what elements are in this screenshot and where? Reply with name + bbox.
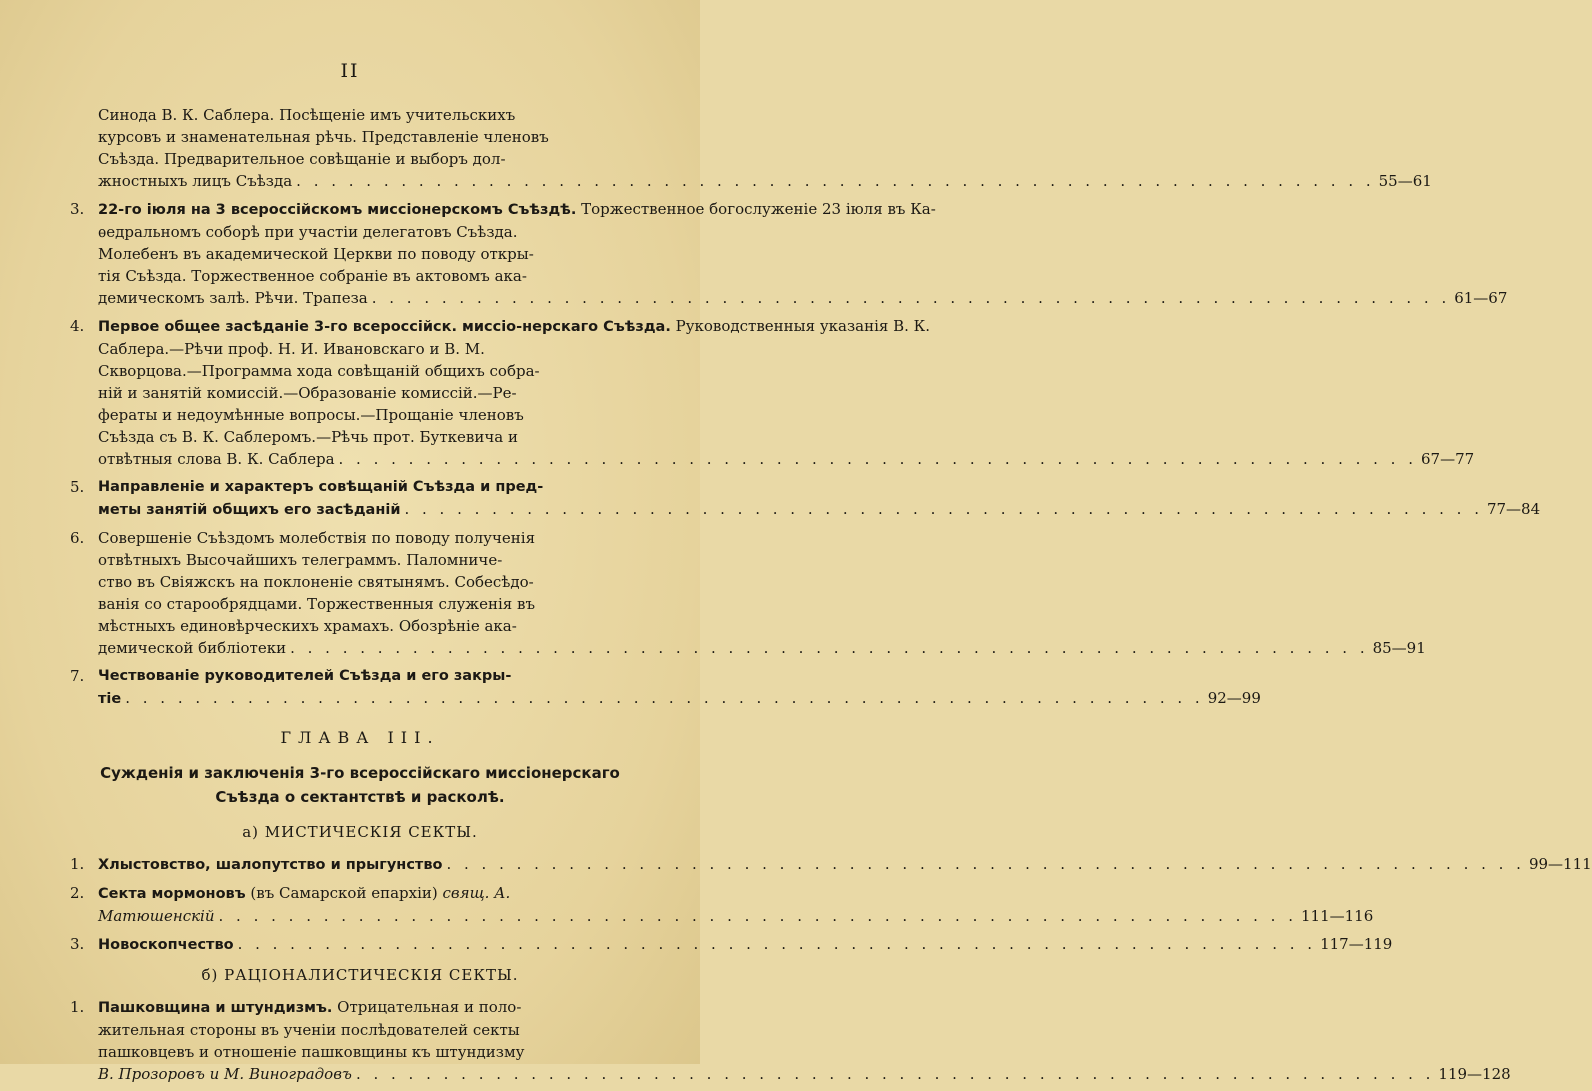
entry-line: Съѣзда съ В. К. Саблеромъ.—Рѣчь прот. Буткевича и [98, 428, 518, 446]
page-range: 117—119 [1320, 935, 1393, 953]
entry-title: Направленіе и характеръ совѣщаній Съѣзда и пред- [98, 479, 544, 495]
toc-entry-a2 [70, 882, 1374, 927]
entry-title: Новоскопчество [98, 937, 234, 953]
entry-line: жительная стороны въ ученіи послѣдователей секты [98, 1021, 520, 1039]
entry-title: Хлыстовство, шалопутство и прыгунство [98, 857, 443, 873]
dot-leader [356, 1063, 1434, 1085]
entry-last-line: меты занятій общихъ его засѣданій [98, 502, 401, 518]
page-range: 77—84 [1486, 500, 1541, 518]
page-range: 67—77 [1421, 450, 1475, 468]
entry-line: отвѣтныхъ Высочайшихъ телеграммъ. Паломниче- [98, 551, 503, 569]
entry-line: Саблера.—Рѣчи проф. Н. И. Ивановскаго и В. М. [98, 340, 485, 358]
entry-line: Руководственныя указанія В. К. [675, 317, 931, 335]
entry-line: ванія со старообрядцами. Торжественныя служенія въ [98, 595, 535, 613]
entry-title: 22-го іюля на 3 всероссійскомъ миссіонерскомъ Съѣздѣ. [98, 202, 577, 218]
entry-title: Секта мормоновъ [98, 886, 246, 902]
page-range: 85—91 [1372, 639, 1426, 657]
entry-line: Съѣзда. Предварительное совѣщаніе и выборъ дол- [98, 150, 506, 168]
entry-line: Совершеніе Съѣздомъ молебствія по поводу полученія [98, 529, 536, 547]
entry-number: 1. [70, 855, 85, 873]
toc-entry-3 [70, 198, 1508, 309]
entry-authors: В. Прозоровъ и М. Виноградовъ [98, 1065, 352, 1083]
entry-number: 6. [70, 529, 85, 547]
toc-entry-a1 [70, 853, 1592, 876]
page-range: 55—61 [1378, 172, 1432, 190]
entry-extra: (въ Самарской епархіи) [250, 884, 438, 902]
dot-leader [219, 905, 1297, 927]
entry-line: Торжественное богослуженіе 23 іюля въ Ка- [581, 200, 936, 218]
entry-number: 2. [70, 884, 85, 902]
toc-entry-7 [70, 665, 1261, 710]
entry-last-line: тіе [98, 691, 122, 707]
entry-number: 5. [70, 478, 85, 496]
entry-title: Первое общее засѣданіе 3-го всероссійск. миссіо-нерскаго Съѣзда. [98, 319, 671, 335]
entry-line: фераты и недоумѣнные вопросы.—Прощаніе членовъ [98, 406, 524, 424]
toc-entry-4 [70, 315, 1475, 470]
entry-number: 3. [70, 200, 85, 218]
dot-leader [238, 933, 1316, 955]
entry-number: 4. [70, 317, 85, 335]
entry-last-line: жностныхъ лицъ Съѣзда [98, 172, 293, 190]
entry-author-name: Матюшенскій [98, 907, 215, 925]
chapter-title-line: Съѣзда о сектантствѣ и расколѣ. [215, 788, 505, 806]
entry-last-line: демической библіотеки [98, 639, 287, 657]
entry-line: ній и занятій комиссій.—Образованіе комиссій.—Ре- [98, 384, 517, 402]
entry-line: Синода В. К. Саблера. Посѣщеніе имъ учительскихъ [98, 106, 516, 124]
page-range: 111—116 [1301, 907, 1374, 925]
chapter-title [70, 761, 650, 809]
entry-title: Чествованіе руководителей Съѣзда и его закры- [98, 668, 512, 684]
section-heading-rationalist: б) РАЦІОНАЛИСТИЧЕСКІЯ СЕКТЫ. [201, 966, 519, 984]
entry-line: пашковцевъ и отношеніе пашковщины къ штундизму [98, 1043, 525, 1061]
dot-leader [404, 498, 1482, 520]
entry-line: курсовъ и знаменательная рѣчь. Представленіе членовъ [98, 128, 549, 146]
dot-leader [296, 170, 1374, 192]
page-number: II [340, 60, 360, 82]
entry-line: ство въ Свіяжскъ на поклоненіе святынямъ. Собесѣдо- [98, 573, 534, 591]
dot-leader [125, 687, 1203, 709]
chapter-heading: ГЛАВА III. [280, 728, 440, 747]
toc-entry-b1 [70, 996, 1511, 1085]
entry-line: Молебенъ въ академической Церкви по поводу откры- [98, 245, 534, 263]
page-range: 61—67 [1454, 289, 1508, 307]
entry-title: Пашковщина и штундизмъ. [98, 1000, 333, 1016]
entry-last-line: демическомъ залѣ. Рѣчи. Трапеза [98, 289, 368, 307]
entry-line: ѳедральномъ соборѣ при участіи делегатовъ Съѣзда. [98, 223, 518, 241]
section-heading-mystic: а) МИСТИЧЕСКІЯ СЕКТЫ. [242, 823, 478, 841]
entry-line: Отрицательная и поло- [337, 998, 522, 1016]
toc-entry-a3 [70, 933, 1393, 956]
toc-entry-continuation [70, 104, 1432, 192]
toc-entry-5 [70, 476, 1541, 521]
entry-line: тія Съѣзда. Торжественное собраніе въ актовомъ ака- [98, 267, 527, 285]
entry-number: 3. [70, 935, 85, 953]
toc-entry-6 [70, 527, 1426, 659]
chapter-title-line: Сужденія и заключенія 3-го всероссійскаго миссіонерскаго [100, 764, 620, 782]
dot-leader [290, 637, 1368, 659]
table-of-contents [70, 104, 1592, 1091]
page-range: 119—128 [1438, 1065, 1511, 1083]
dot-leader [372, 287, 1450, 309]
entry-number: 1. [70, 998, 85, 1016]
page-range: 92—99 [1207, 689, 1261, 707]
entry-line: Скворцова.—Программа хода совѣщаній общихъ собра- [98, 362, 540, 380]
entry-last-line: отвѣтныя слова В. К. Саблера [98, 450, 335, 468]
entry-number: 7. [70, 667, 85, 685]
dot-leader [339, 448, 1417, 470]
entry-author: свящ. А. [442, 884, 511, 902]
dot-leader [446, 853, 1524, 875]
page-range: 99—111 [1528, 855, 1592, 873]
entry-line: мѣстныхъ единовѣрческихъ храмахъ. Обозрѣніе ака- [98, 617, 517, 635]
